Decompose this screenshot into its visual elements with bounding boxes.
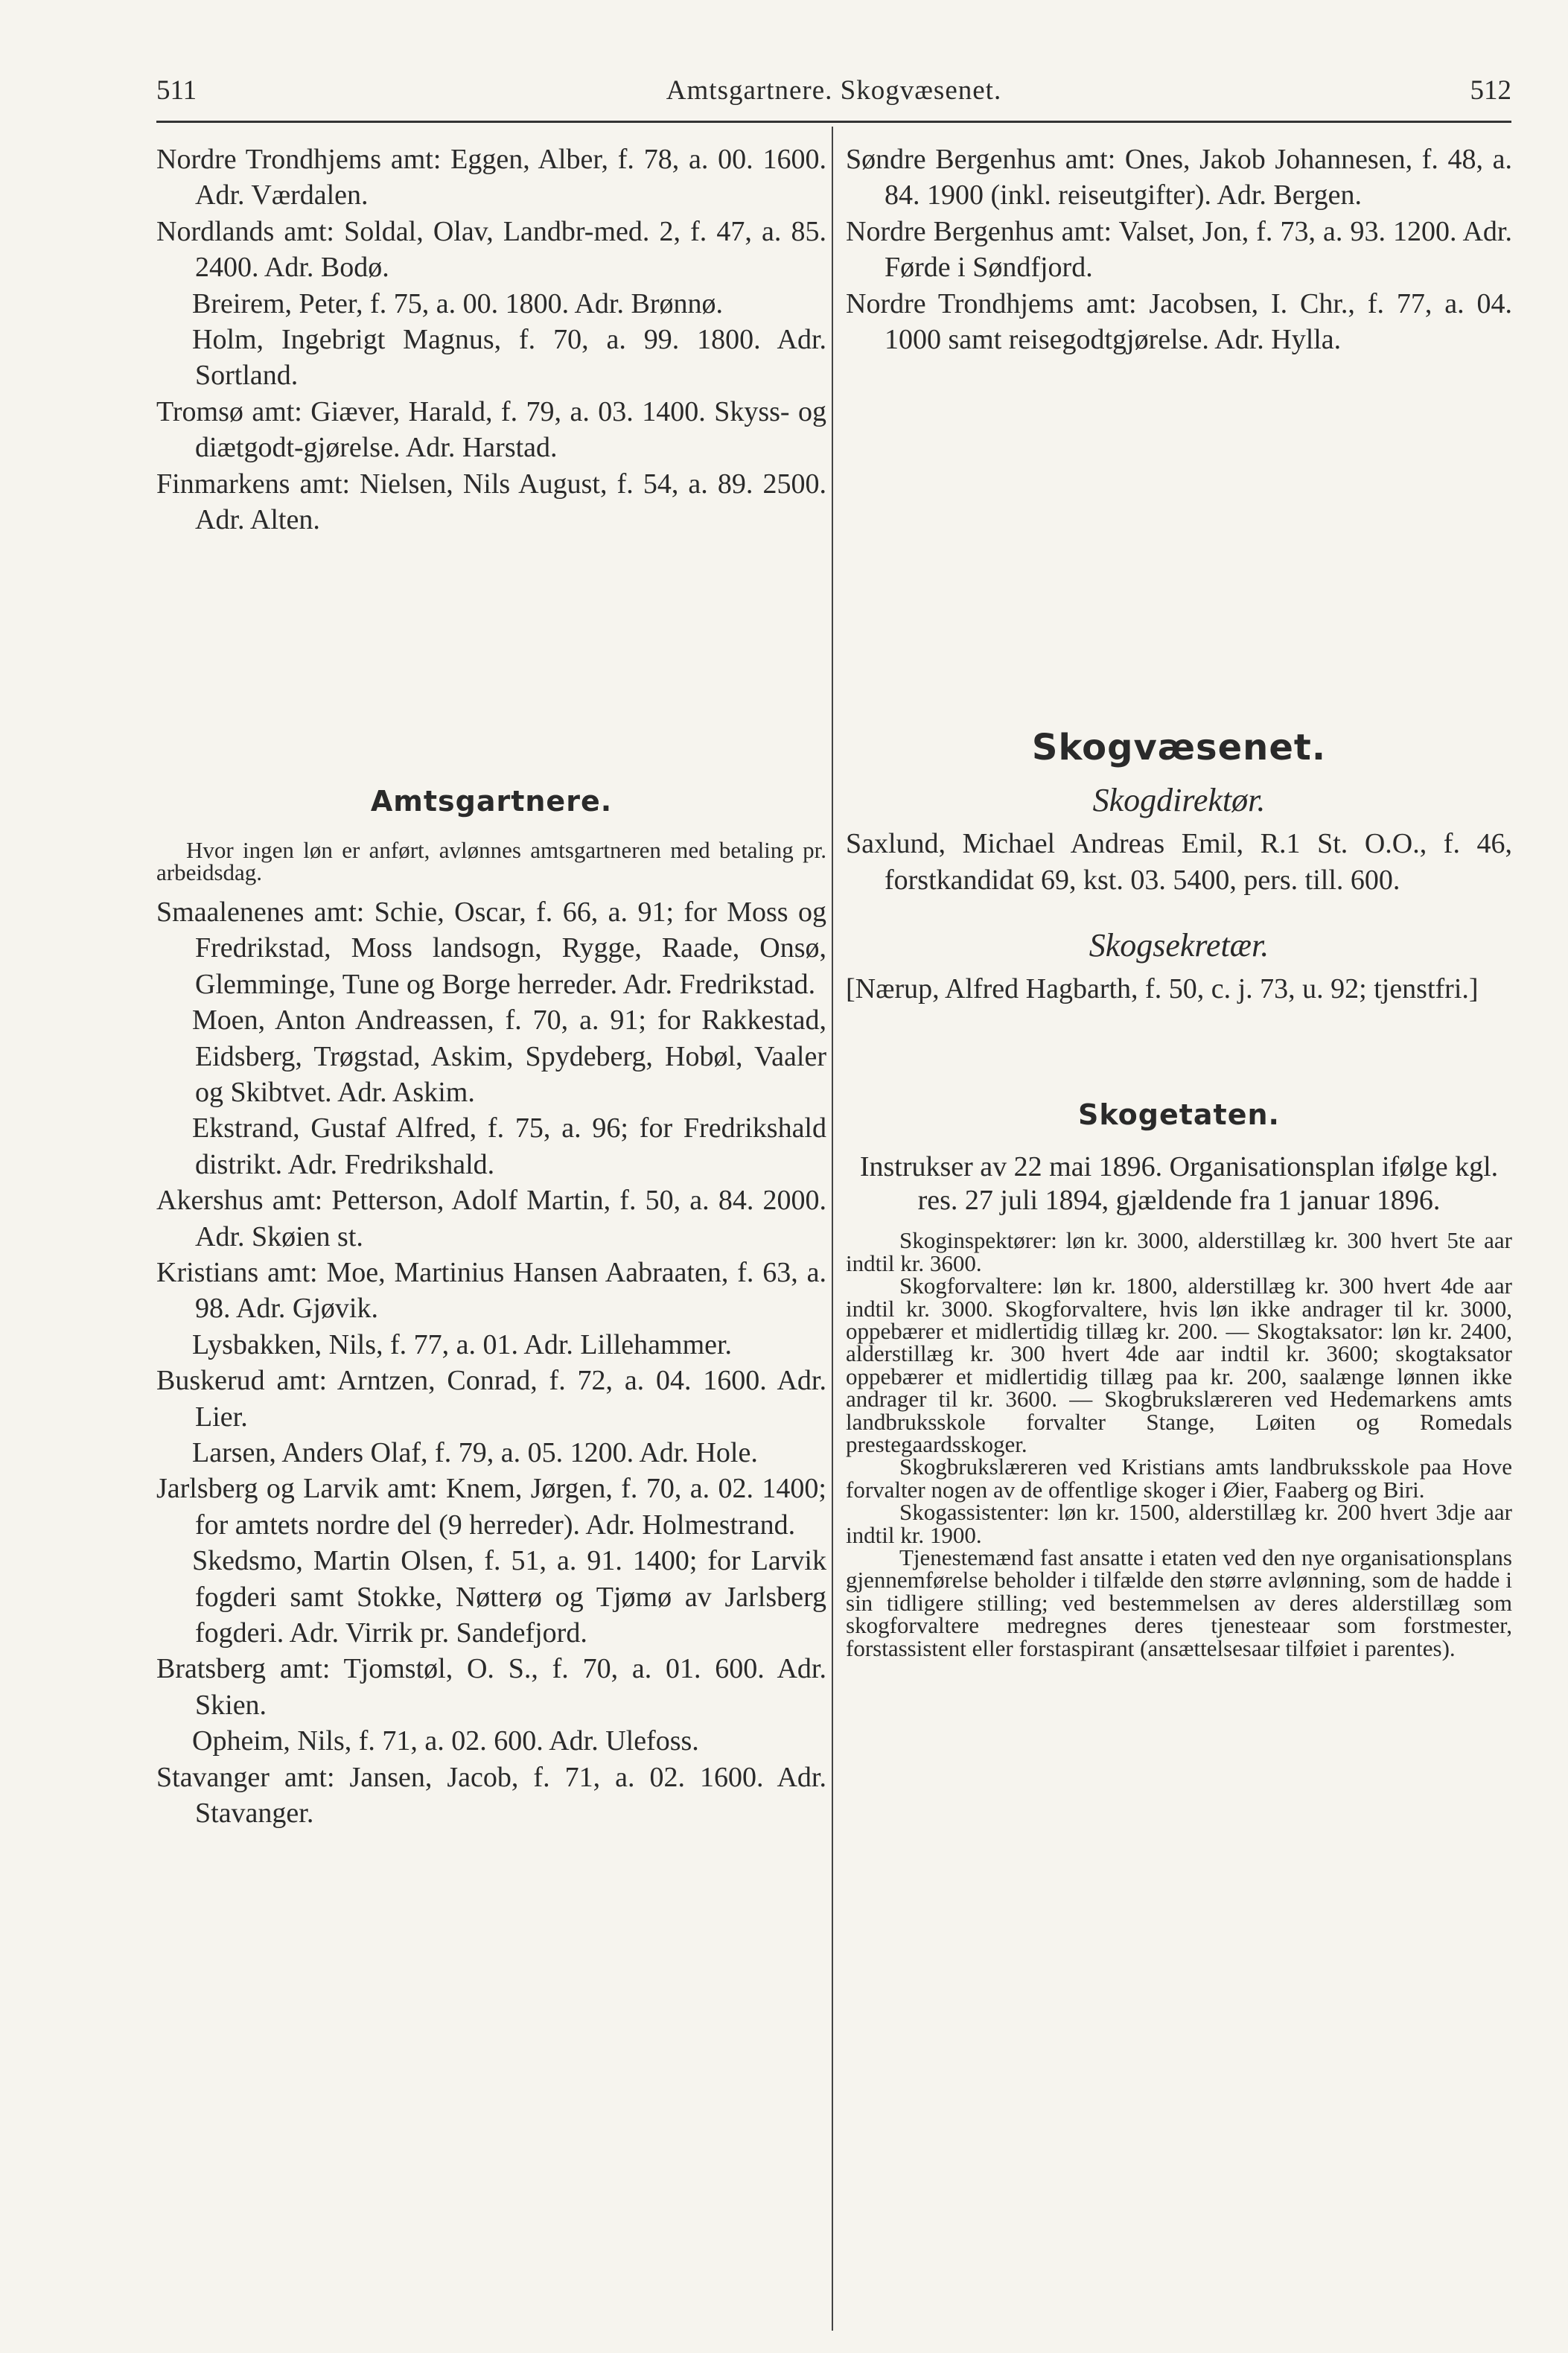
entry-skedsmo: Skedsmo, Martin Olsen, f. 51, a. 91. 1400; for Larvik fogderi samt Stokke, Nøtterø og Tjømø av Jarlsberg fogderi. Adr. Virrik pr. Sandefjord.	[192, 1545, 826, 1649]
para-skogbrukslaereren: Skogbrukslæreren ved Kristians amts landbruksskole paa Hove forvalter nogen av de offentlige skoger i Øier, Faaberg og Biri.	[846, 1453, 1512, 1503]
left-column	[156, 141, 826, 1831]
entry-lysbakken: Lysbakken, Nils, f. 77, a. 01. Adr. Lillehammer.	[192, 1328, 733, 1360]
entry-jarlsberg: Jarlsberg og Larvik amt: Knem, Jørgen, f. 70, a. 02. 1400; for amtets nordre del (9 herreder). Adr. Holmestrand.	[156, 1473, 826, 1541]
page-header	[156, 71, 1511, 116]
entry-smaalenenes: Smaalenenes amt: Schie, Oscar, f. 66, a. 91; for Moss og Fredrikstad, Moss landsogn, Rygge, Raade, Onsø, Glemminge, Tune og Borge herreder. Adr. Fredrikstad.	[156, 896, 826, 1000]
section-title-skogvaesenet: Skogvæsenet.	[1031, 727, 1327, 769]
entry-bratsberg: Bratsberg amt: Tjomstøl, O. S., f. 70, a. 01. 600. Adr. Skien.	[156, 1653, 826, 1721]
instruction-paragraph: Instrukser av 22 mai 1896. Organisationsplan ifølge kgl. res. 27 juli 1894, gjældende fra 1 januar 1896.	[859, 1151, 1499, 1217]
entry-larsen: Larsen, Anders Olaf, f. 79, a. 05. 1200. Adr. Hole.	[192, 1436, 758, 1468]
entry-opheim: Opheim, Nils, f. 71, a. 02. 600. Adr. Ulefoss.	[192, 1725, 699, 1757]
para-skoginspektorer: Skoginspektører: løn kr. 3000, alderstillæg kr. 300 hvert 5te aar indtil kr. 3600.	[846, 1227, 1512, 1276]
entry-holm: Holm, Ingebrigt Magnus, f. 70, a. 99. 1800. Adr. Sortland.	[192, 324, 826, 392]
para-skogforvaltere: Skogforvaltere: løn kr. 1800, alderstillæg kr. 300 hvert 4de aar indtil kr. 3000. Skogforvaltere, hvis løn ikke andrager til kr. 3000, oppebærer et midlertidig tillæg kr. 200. — Skogtaksator: løn kr. 2400, alderstillæg kr. 300 hvert 4de aar indtil kr. 3600; skogtaksator oppebærer et midlertidig tillæg paa kr. 200, saalænge lønnen ikke andrager til kr. 3600. — Skogbrukslæreren ved Hedemarkens amts landbruksskole forvalter Stange, Løiten og Romedals prestegaardsskoger.	[846, 1273, 1512, 1457]
right-column	[846, 141, 1512, 1660]
page-number-right: 512	[1470, 75, 1511, 106]
page-number-left: 511	[156, 75, 197, 106]
running-title: Amtsgartnere. Skogvæsenet.	[666, 75, 1002, 106]
entry-sondre-bergenhus: Søndre Bergenhus amt: Ones, Jakob Johannesen, f. 48, a. 84. 1900 (inkl. reiseutgifter). Adr. Bergen.	[846, 144, 1512, 211]
entry-nordre-trondhjems: Nordre Trondhjems amt: Eggen, Alber, f. 78, a. 00. 1600. Adr. Værdalen.	[156, 144, 826, 211]
subheading-skogdirektor: Skogdirektør.	[1092, 781, 1266, 818]
entry-buskerud: Buskerud amt: Arntzen, Conrad, f. 72, a. 04. 1600. Adr. Lier.	[156, 1365, 826, 1433]
section-note: Hvor ingen løn er anført, avlønnes amtsgartneren med betaling pr. arbeidsdag.	[156, 836, 826, 885]
column-divider	[832, 127, 833, 2331]
entry-breirem: Breirem, Peter, f. 75, a. 00. 1800. Adr. Brønnø.	[192, 287, 723, 319]
entry-stavanger: Stavanger amt: Jansen, Jacob, f. 71, a. 02. 1600. Adr. Stavanger.	[156, 1761, 826, 1830]
entry-nordlands: Nordlands amt: Soldal, Olav, Landbr-med. 2, f. 47, a. 85. 2400. Adr. Bodø.	[156, 215, 826, 284]
entry-naerup: [Nærup, Alfred Hagbarth, f. 50, c. j. 73, u. 92; tjenstfri.]	[846, 973, 1479, 1005]
section-title-amtsgartnere: Amtsgartnere.	[370, 785, 613, 818]
entry-moen: Moen, Anton Andreassen, f. 70, a. 91; for Rakkestad, Eidsberg, Trøgstad, Askim, Spydeberg, Hobøl, Vaaler og Skibtvet. Adr. Askim.	[192, 1004, 826, 1108]
para-skogassistenter: Skogassistenter: løn kr. 1500, alderstillæg kr. 200 hvert 3dje aar indtil kr. 1900.	[846, 1499, 1512, 1548]
entry-akershus: Akershus amt: Petterson, Adolf Martin, f. 50, a. 84. 2000. Adr. Skøien st.	[156, 1185, 826, 1252]
entry-nordre-trondhjems-2: Nordre Trondhjems amt: Jacobsen, I. Chr., f. 77, a. 04. 1000 samt reisegodtgjørelse. Adr. Hylla.	[846, 287, 1512, 356]
entry-tromso: Tromsø amt: Giæver, Harald, f. 79, a. 03. 1400. Skyss- og diætgodt-gjørelse. Adr. Harstad.	[156, 395, 826, 464]
subheading-skogsekretaer: Skogsekretær.	[1089, 927, 1269, 964]
entry-saxlund: Saxlund, Michael Andreas Emil, R.1 St. O.O., f. 46, forstkandidat 69, kst. 03. 5400, pers. till. 600.	[846, 828, 1512, 896]
header-rule	[156, 121, 1511, 123]
entry-nordre-bergenhus: Nordre Bergenhus amt: Valset, Jon, f. 73, a. 93. 1200. Adr. Førde i Søndfjord.	[846, 215, 1512, 284]
entry-kristians: Kristians amt: Moe, Martinius Hansen Aabraaten, f. 63, a. 98. Adr. Gjøvik.	[156, 1256, 826, 1325]
subheading-skogetaten: Skogetaten.	[1078, 1098, 1280, 1131]
entry-ekstrand: Ekstrand, Gustaf Alfred, f. 75, a. 96; for Fredrikshald distrikt. Adr. Fredrikshald.	[192, 1112, 826, 1180]
para-tjenestemaend: Tjenestemænd fast ansatte i etaten ved den nye organisationsplans gjennemførelse beholder i tilfælde den større avlønning, som de hadde i sin tidligere stilling; ved bestemmelsen av deres alderstillæg som skogforvaltere medregnes deres tjenesteaar som forstmester, forstassistent eller forstaspirant (ansættelsesaar tilføiet i parentes).	[846, 1544, 1512, 1661]
entry-finmarken: Finmarkens amt: Nielsen, Nils August, f. 54, a. 89. 2500. Adr. Alten.	[156, 468, 826, 536]
